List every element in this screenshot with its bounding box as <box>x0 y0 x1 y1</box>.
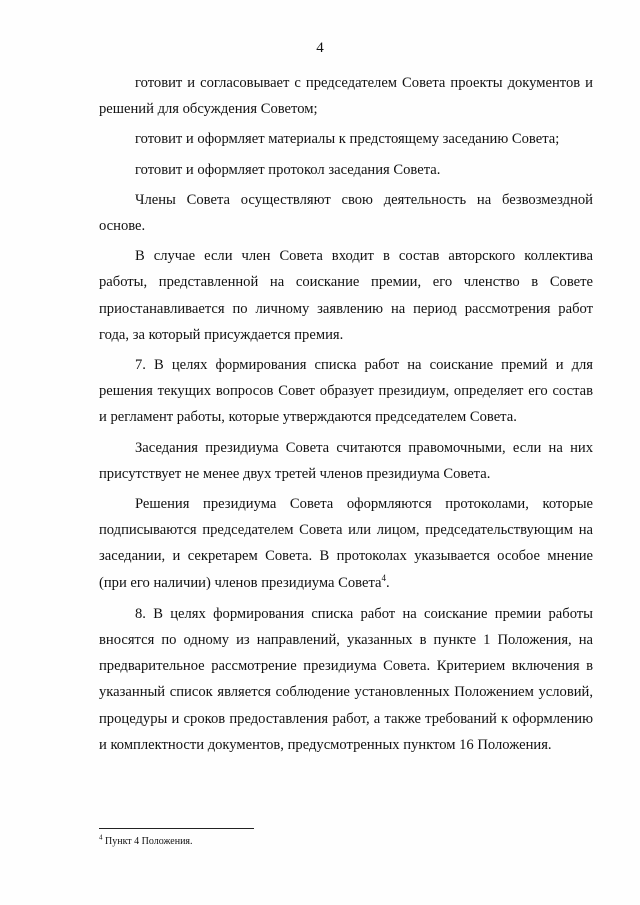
paragraph-8-text: Решения президиума Совета оформляются протоколами, которые подписываются председателем Совета или лицом, председательствующим на заседании, и секретарем Совета. В протоколах указывается особое мнение (при его наличии) членов президиума Совета <box>99 496 593 591</box>
page-number: 4 <box>316 40 324 56</box>
paragraph-6: 7. В целях формирования списка работ на соискание премий и для решения текущих вопросов Совет образует президиум, определяет его состав и регламент работы, которые утверждаются председателем Совета. <box>99 357 593 426</box>
paragraph-4: Члены Совета осуществляют свою деятельность на безвозмездной основе. <box>99 191 593 235</box>
paragraph-9: 8. В целях формирования списка работ на соискание премии работы вносятся по одному из направлений, указанных в пункте 1 Положения, на предварительное рассмотрение президиума Совета. Критерием включения в указанный список является соблюдение установленных Положением условий, процедуры и сроков предоставления работ, а также требований к оформлению и комплектности документов, предусмотренных пунктом 16 Положения. <box>99 605 593 753</box>
footnote-reference: 4 <box>381 572 386 583</box>
paragraph-5: В случае если член Совета входит в состав авторского коллектива работы, представленной на соискание премии, его членство в Совете приостанавливается по личному заявлению на период рассмотрения работ года, за который присуждается премия. <box>99 248 593 343</box>
footnote-separator <box>99 828 254 829</box>
footnote-mark: 4 <box>99 833 103 842</box>
footnote-text: Пункт 4 Положения. <box>102 836 193 847</box>
paragraph-1: готовит и согласовывает с председателем Совета проекты документов и решений для обсуждения Советом; <box>99 75 593 118</box>
footnote <box>99 833 193 848</box>
paragraph-3: готовит и оформляет протокол заседания Совета. <box>135 161 441 178</box>
paragraph-2: готовит и оформляет материалы к предстоящему заседанию Совета; <box>135 131 560 148</box>
paragraph-8: Решения президиума Совета оформляются протоколами, которые подписываются председателем Совета или лицом, председательствующим на заседании, и секретарем Совета. В протоколах указывается особое мнение (при его наличии) членов президиума Совета$^4$. <box>99 496 593 591</box>
paragraph-7: Заседания президиума Совета считаются правомочными, если на них присутствует не менее двух третей членов президиума Совета. <box>99 439 593 482</box>
document-body <box>99 70 593 758</box>
